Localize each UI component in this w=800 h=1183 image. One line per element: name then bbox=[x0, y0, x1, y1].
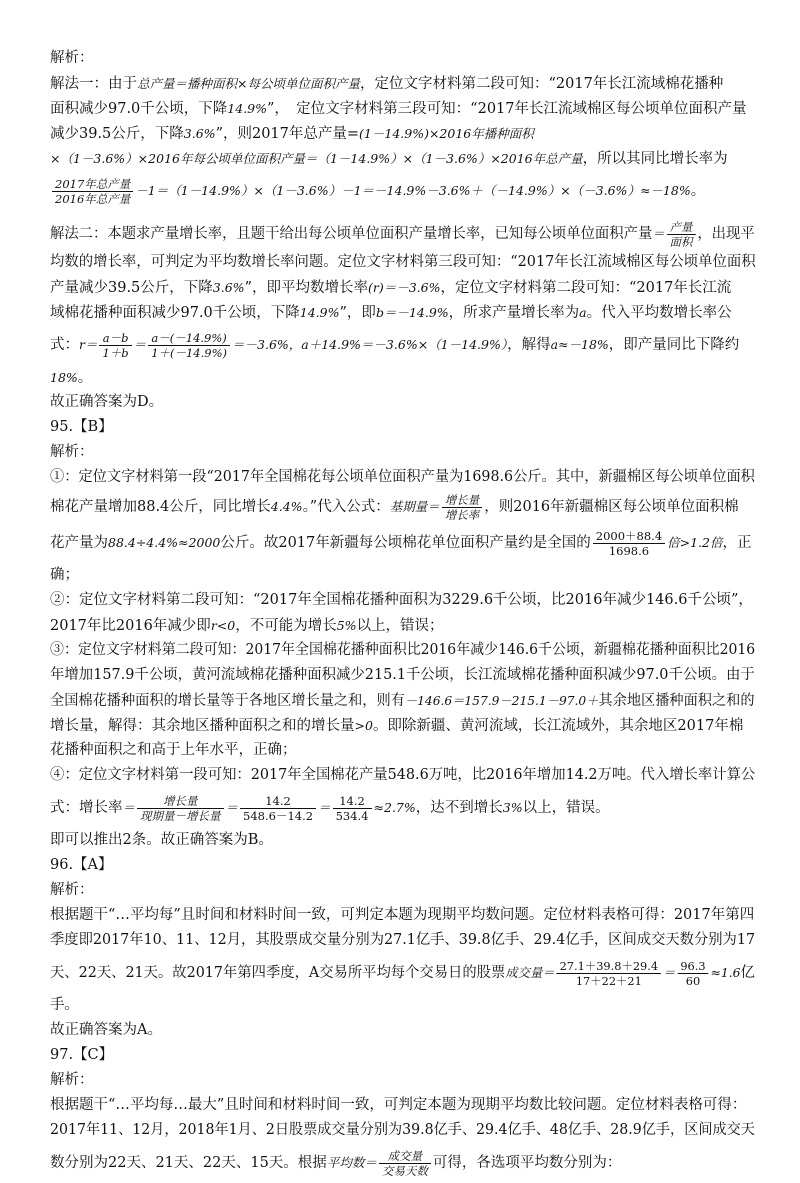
formula: ＝－3.6%，a＋14.9%＝－3.6%×（1－14.9%） bbox=[232, 337, 508, 352]
fraction: $\frac{\text{产量}}{\text{面积}}$ bbox=[667, 220, 696, 249]
fraction: $\frac{\text{增长量}}{\text{增长率}}$ bbox=[442, 493, 483, 522]
formula: b＝－14.9% bbox=[375, 305, 449, 320]
text-line: 产量减少39.5公斤，下降3.6%”，即平均数增长率(r)＝－3.6%，定位文字材料第二段可知：“2017年长江流 bbox=[50, 280, 732, 296]
text-line: 2017年比2016年减少即r<0，不可能为增长5%以上，错误； bbox=[50, 618, 444, 634]
text-line: 式：r＝ $\frac{a-b}{1+b}$ ＝ $\frac{a-(-14.9\%)}{1+(-14.9\%)}$ ＝－3.6%，a＋14.9%＝－3.6%×（1－14.9%），解得a≈－18%，即产量同比下降约 bbox=[50, 330, 740, 360]
formula: 总产量＝播种面积×每公顷单位面积产量 bbox=[137, 76, 360, 91]
text-line: 数分别为22天、21天、22天、15天。根据平均数＝ $\frac{\text{成交量}}{\text{交易天数}}$ 可得，各选项平均数分别为： bbox=[50, 1148, 622, 1178]
text-line: 增长量，解得：其余地区播种面积之和的增长量>0。即除新疆、黄河流域，长江流域外，其余地区2017年棉 bbox=[50, 718, 744, 734]
text-line: 季度即2017年10、11、12月，其股票成交量分别为27.1亿手、39.8亿手、29.4亿手，区间成交天数分别为17 bbox=[50, 932, 756, 948]
formula: －146.6＝157.9－215.1－97.0＋ bbox=[404, 693, 599, 708]
text-line: 棉花产量增加88.4公斤，同比增长4.4%。”代入公式：基期量＝ $\frac{\text{增长量}}{\text{增长率}}$ ，则2016年新疆棉区每公顷单位面积棉 bbox=[50, 492, 739, 522]
fraction: $\frac{96.3}{60}$ bbox=[677, 959, 708, 988]
formula: (1－14.9%)×2016年播种面积 bbox=[359, 126, 534, 141]
text-line: 面积减少97.0千公顷，下降14.9%”， 定位文字材料第三段可知：“2017年长江流域棉区每公顷单位面积产量 bbox=[50, 101, 747, 117]
text-line: 解析： bbox=[50, 882, 94, 898]
fraction: $\frac{a-b}{1+b}$ bbox=[99, 331, 131, 360]
fraction: $\frac{14.2}{548.6-14.2}$ bbox=[240, 794, 316, 823]
text-line: 减少39.5公斤，下降3.6%”，则2017年总产量=(1－14.9%)×2016年播种面积 bbox=[50, 126, 534, 142]
text-line: 18%。 bbox=[50, 370, 93, 386]
answer-line: 故正确答案为D。 bbox=[50, 394, 164, 410]
text-line: 解法一：由于总产量＝播种面积×每公顷单位面积产量，定位文字材料第二段可知：“2017年长江流域棉花播种 bbox=[50, 76, 724, 92]
text-line: ②：定位文字材料第二段可知：“2017年全国棉花播种面积为3229.6千公顷，比2016年减少146.6千公顷”， bbox=[50, 592, 753, 608]
text-line: 年增加157.9千公顷，黄河流域棉花播种面积减少215.1千公顷，长江流域棉花播种面积减少97.0千公顷。由于 bbox=[50, 667, 755, 683]
fraction: $\frac{2000+88.4}{1698.6}$ bbox=[593, 529, 665, 558]
text-line: $\frac{\text{2017年总产量}}{\text{2016年总产量}}$ －1＝（1－14.9%）×（1－3.6%）－1＝－14.9%－3.6%＋（－14.9%）×（－3.6%）≈－18%。 bbox=[50, 171, 755, 211]
text-line: 花产量为88.4÷4.4%≈2000公斤。故2017年新疆每公顷棉花单位面积产量约是全国的 $\frac{2000+88.4}{1698.6}$ 倍>1.2倍，正 bbox=[50, 528, 752, 558]
formula: ×（1－3.6%）×2016年每公顷单位面积产量＝（1－14.9%）×（1－3.6%）×2016年总产量 bbox=[50, 151, 583, 166]
fraction: $\frac{\text{增长量}}{\text{现期量－增长量}}$ bbox=[137, 794, 224, 823]
formula: 88.4÷4.4%≈2000 bbox=[108, 535, 221, 550]
question-number: 96.【A】 bbox=[50, 857, 113, 873]
text-line: 根据题干“…平均每”且时间和材料时间一致，可判定本题为现期平均数问题。定位材料表格可得：2017年第四 bbox=[50, 907, 755, 923]
document-page bbox=[50, 46, 755, 1183]
question-number: 97.【C】 bbox=[50, 1047, 114, 1063]
fraction: $\frac{a-(-14.9\%)}{1+(-14.9\%)}$ bbox=[148, 331, 230, 360]
text-line: ③：定位文字材料第二段可知：2017年全国棉花播种面积比2016年减少146.6千公顷，新疆棉花播种面积比2016 bbox=[50, 642, 756, 658]
text-line: ④：定位文字材料第一段可知：2017年全国棉花产量548.6万吨，比2016年增加14.2万吨。代入增长率计算公 bbox=[50, 767, 756, 783]
formula: a≈－18% bbox=[550, 337, 609, 352]
text-line: 均数的增长率，可判定为平均数增长率问题。定位文字材料第三段可知：“2017年长江流域棉区每公顷单位面积 bbox=[50, 254, 756, 270]
question-number: 95.【B】 bbox=[50, 419, 113, 435]
text-line: 根据题干“…平均每…最大”且时间和材料时间一致，可判定本题为现期平均数比较问题。定位材料表格可得： bbox=[50, 1097, 747, 1113]
formula: －1＝（1－14.9%）×（1－3.6%）－1＝－14.9%－3.6%＋（－14.9%）×（－3.6%）≈－18% bbox=[135, 183, 691, 198]
text-line: 花播种面积之和高于上年水平，正确； bbox=[50, 742, 297, 758]
text-line: 手。 bbox=[50, 997, 79, 1013]
text-line: 解析： bbox=[50, 444, 94, 460]
formula: (r)＝－3.6% bbox=[367, 280, 441, 295]
text-line: ①：定位文字材料第一段“2017年全国棉花每公顷单位面积产量为1698.6公斤。其中，新疆棉区每公顷单位面积 bbox=[50, 469, 755, 485]
text-line: 式：增长率＝ $\frac{\text{增长量}}{\text{现期量－增长量}}$ ＝ $\frac{14.2}{548.6-14.2}$ ＝ $\frac{14.2}{534.4}$ ≈2.7%，达不到增长3%以上，错误。 bbox=[50, 793, 610, 823]
text-line: 2017年11、12月，2018年1月、2日股票成交量分别为39.8亿手、29.4亿手、48亿手、28.9亿手，区间成交天 bbox=[50, 1122, 755, 1138]
answer-line: 即可以推出2条。故正确答案为B。 bbox=[50, 832, 273, 848]
fraction: $\frac{14.2}{534.4}$ bbox=[333, 794, 372, 823]
text-line: 解析： bbox=[50, 50, 94, 66]
text-line: 域棉花播种面积减少97.0千公顷，下降14.9%”，即b＝－14.9%，所求产量增长率为a。代入平均数增长率公 bbox=[50, 305, 732, 321]
text-line: 确； bbox=[50, 567, 79, 583]
fraction: $\frac{\text{2017年总产量}}{\text{2016年总产量}}$ bbox=[52, 177, 133, 206]
text-line: 天、22天、21天。故2017年第四季度，A交易所平均每个交易日的股票成交量＝ $\frac{27.1+39.8+29.4}{17+22+21}$ ＝ $\frac{96.3}{60}$ ≈1.6亿 bbox=[50, 958, 755, 988]
text-line: 全国棉花播种面积的增长量等于各地区增长量之和，则有－146.6＝157.9－215.1－97.0＋其余地区播种面积之和的 bbox=[50, 693, 755, 709]
fraction: $\frac{\text{成交量}}{\text{交易天数}}$ bbox=[379, 1149, 431, 1178]
text-line: ×（1－3.6%）×2016年每公顷单位面积产量＝（1－14.9%）×（1－3.6%）×2016年总产量，所以其同比增长率为 bbox=[50, 151, 728, 167]
answer-line: 故正确答案为A。 bbox=[50, 1022, 162, 1038]
text-line: 解析： bbox=[50, 1072, 94, 1088]
fraction: $\frac{27.1+39.8+29.4}{17+22+21}$ bbox=[557, 959, 661, 988]
text-line: 解法二：本题求产量增长率，且题干给出每公顷单位面积产量增长率，已知每公顷单位面积产量＝ $\frac{\text{产量}}{\text{面积}}$ ，出现平 bbox=[50, 219, 755, 249]
